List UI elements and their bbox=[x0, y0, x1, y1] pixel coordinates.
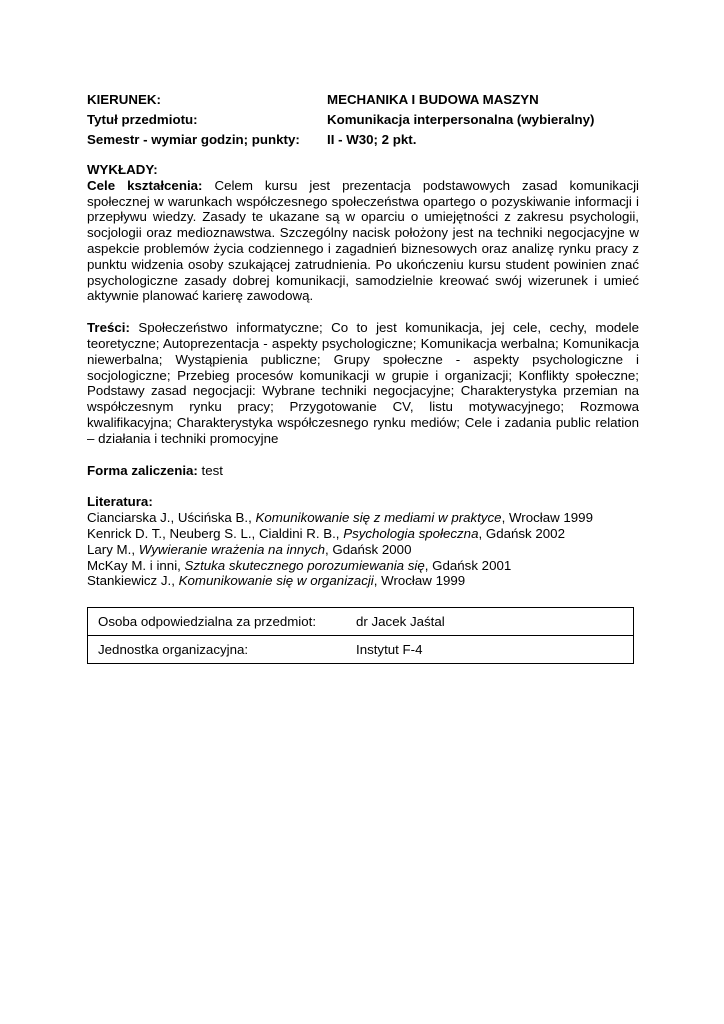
organizational-unit-label: Jednostka organizacyjna: bbox=[88, 636, 357, 664]
organizational-unit-row bbox=[88, 636, 634, 664]
lectures-heading: WYKŁADY: bbox=[87, 162, 158, 177]
header-row-semester bbox=[87, 130, 647, 150]
title-label: Tytuł przedmiotu: bbox=[87, 112, 198, 127]
responsible-person-label: Osoba odpowiedzialna za przedmiot: bbox=[88, 608, 357, 636]
semester-value: II - W30; 2 pkt. bbox=[327, 132, 417, 147]
literature-item: McKay M. i inni, Sztuka skutecznego porozumiewania się, Gdańsk 2001 bbox=[87, 557, 512, 573]
literature-section bbox=[87, 494, 639, 589]
literature-item: Kenrick D. T., Neuberg S. L., Cialdini R. B., Psychologia społeczna, Gdańsk 2002 bbox=[87, 525, 565, 541]
course-header bbox=[87, 90, 647, 150]
content-paragraph bbox=[87, 320, 639, 446]
literature-item: Stankiewicz J., Komunikowanie się w organizacji, Wrocław 1999 bbox=[87, 573, 466, 589]
goals-paragraph bbox=[87, 178, 639, 304]
assessment-line bbox=[87, 463, 639, 479]
course-body bbox=[87, 162, 639, 589]
responsible-person-row bbox=[88, 608, 634, 636]
field-value: MECHANIKA I BUDOWA MASZYN bbox=[327, 92, 539, 107]
literature-heading: Literatura: bbox=[87, 494, 153, 510]
title-value: Komunikacja interpersonalna (wybieralny) bbox=[327, 112, 595, 127]
content-text: Społeczeństwo informatyczne; Co to jest komunikacja, jej cele, cechy, modele teoretyczne; Autoprezentacja - aspekty psychologiczne; Komunikacja werbalna; Komunikacja niewerbalna; Wystąpienia publiczne; Grupy społeczne - aspekty psychologiczne i socjologiczne; Przebieg procesów komunikacji w grupie i organizacji; Konflikty społeczne; Podstawy zasad negocjacji: Wybrane techniki negocjacyjne; Charakterystyka przemian na współczesnym rynku pracy; Przygotowanie CV, listu motywacyjnego; Rozmowa kwalifikacyjna; Charakterystyka współczesnego rynku mediów; Cele i zadania public relation – działania i techniki promocyjne bbox=[87, 320, 639, 446]
literature-item: Cianciarska J., Uścińska B., Komunikowanie się z mediami w praktyce, Wrocław 1999 bbox=[87, 510, 593, 526]
literature-item: Lary M., Wywieranie wrażenia na innych, Gdańsk 2000 bbox=[87, 541, 412, 557]
goals-text: Celem kursu jest prezentacja podstawowych zasad komunikacji społecznej w warunkach współczesnego społeczeństwa opartego o pozyskiwanie informacji i przepływu wiedzy. Zasady te ukazane są w oparciu o umiejętności z zakresu psychologii, socjologii oraz medioznawstwa. Szczególny nacisk położony jest na techniki negocjacyjne w aspekcie problemów życia codziennego i zagadnień biznesowych oraz analizę rynku pracy z punktu widzenia osoby szukającej zatrudnienia. Po ukończeniu kursu student powinien znać psychologiczne zasady dobrej komunikacji, samodzielnie kreować swój wizerunek i umieć aktywnie planować karierę zawodową. bbox=[87, 177, 640, 304]
semester-label: Semestr - wymiar godzin; punkty: bbox=[87, 132, 300, 147]
responsible-person-value: dr Jacek Jaśtal bbox=[356, 608, 634, 636]
header-row-field bbox=[87, 90, 647, 110]
goals-label: Cele kształcenia: bbox=[87, 177, 203, 193]
header-row-title bbox=[87, 110, 647, 130]
field-label: KIERUNEK: bbox=[87, 92, 161, 107]
content-label: Treści: bbox=[87, 320, 130, 336]
assessment-label: Forma zaliczenia: bbox=[87, 462, 198, 478]
responsibility-table bbox=[87, 607, 634, 664]
assessment-value: test bbox=[201, 462, 223, 478]
organizational-unit-value: Instytut F-4 bbox=[356, 636, 634, 664]
